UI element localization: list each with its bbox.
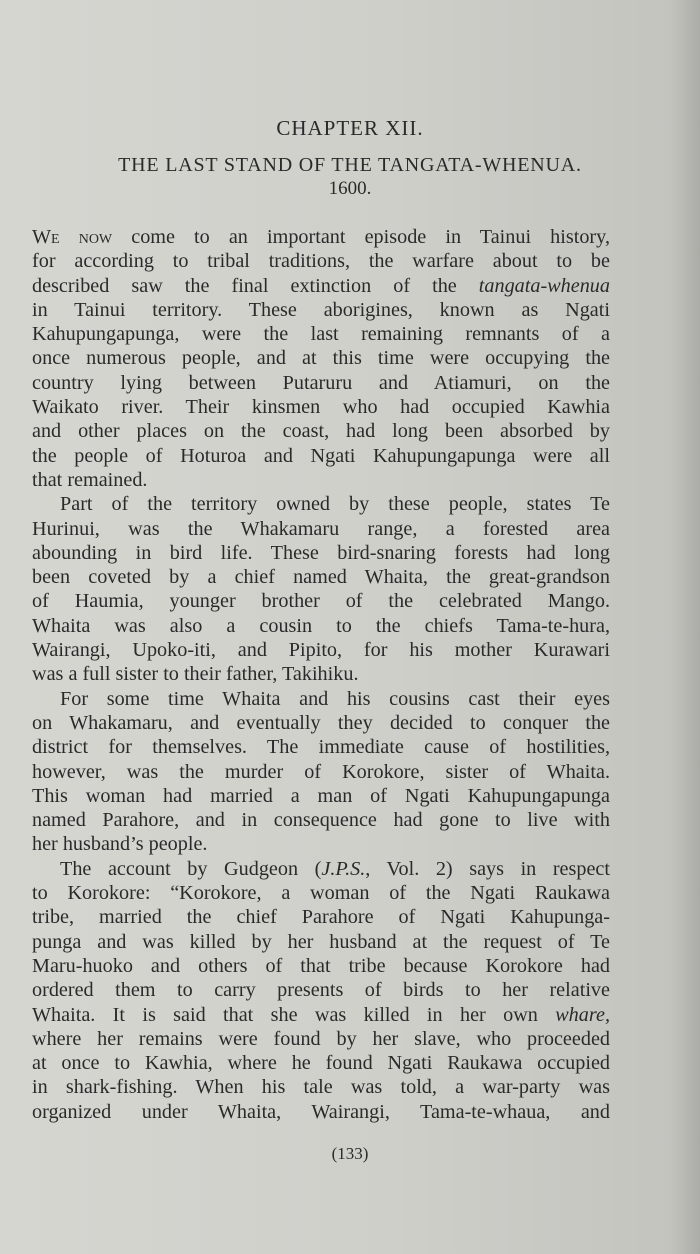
text-line bbox=[32, 905, 610, 929]
text-segment: been coveted by a chief named Whaita, the great-grandson bbox=[32, 566, 610, 589]
text-line bbox=[32, 468, 610, 492]
text-line bbox=[32, 1051, 610, 1075]
text-segment: in shark-fishing. When his tale was told, a war-party was bbox=[32, 1076, 610, 1099]
text-segment: Whaita was also a cousin to the chiefs Tama-te-hura, bbox=[32, 614, 610, 637]
text-line bbox=[32, 978, 610, 1002]
chapter-year: 1600. bbox=[328, 178, 372, 199]
text-segment: once numerous people, and at this time were occupying the bbox=[32, 347, 610, 370]
text-line bbox=[32, 1100, 610, 1124]
text-line bbox=[32, 711, 610, 735]
text-segment: organized under Whaita, Wairangi, Tama-te-whaua, and bbox=[32, 1100, 610, 1123]
text-segment: The account by Gudgeon ( bbox=[60, 857, 322, 880]
text-segment: described saw the final extinction of the bbox=[32, 274, 479, 297]
text-line bbox=[32, 541, 610, 565]
chapter-title: THE LAST STAND OF THE TANGATA-WHENUA. bbox=[118, 154, 582, 176]
text-segment: in Tainui territory. These aborigines, known as Ngati bbox=[32, 298, 610, 321]
text-line bbox=[32, 857, 610, 881]
text-line bbox=[32, 1003, 610, 1027]
text-line bbox=[32, 832, 610, 856]
text-line bbox=[32, 638, 610, 662]
text-segment: Hurinui, was the Whakamaru range, a forested area bbox=[32, 517, 610, 540]
text-segment: ordered them to carry presents of birds to her relative bbox=[32, 979, 610, 1002]
text-segment: that remained. bbox=[32, 468, 148, 491]
text-segment: on Whakamaru, and eventually they decided to conquer the bbox=[32, 711, 610, 734]
text-line bbox=[32, 808, 610, 832]
text-segment: district for themselves. The immediate cause of hostilities, bbox=[32, 736, 610, 759]
text-line bbox=[32, 784, 610, 808]
text-line bbox=[32, 517, 610, 541]
text-segment: was a full sister to their father, Takihiku. bbox=[32, 663, 359, 686]
text-line bbox=[32, 930, 610, 954]
text-segment: Maru-huoko and others of that tribe because Korokore had bbox=[32, 954, 610, 977]
text-line bbox=[32, 492, 610, 516]
text-segment: and other places on the coast, had long been absorbed by bbox=[32, 420, 610, 443]
text-segment: country lying between Putaruru and Atiamuri, on the bbox=[32, 371, 610, 394]
text-line bbox=[32, 1027, 610, 1051]
text-line bbox=[32, 249, 610, 273]
text-segment: where her remains were found by her slave, who proceeded bbox=[32, 1027, 610, 1050]
text-line bbox=[32, 760, 610, 784]
text-segment: come to an important episode in Tainui history, bbox=[112, 226, 610, 248]
text-segment: the people of Hoturoa and Ngati Kahupungapunga were all bbox=[32, 444, 610, 467]
text-segment: abounding in bird life. These bird-snaring forests had long bbox=[32, 541, 610, 564]
text-segment: tangata-whenua bbox=[478, 274, 610, 297]
text-segment: to Korokore: “Korokore, a woman of the Ngati Raukawa bbox=[32, 882, 610, 905]
text-segment: We now bbox=[32, 226, 113, 248]
text-segment: Whaita. It is said that she was killed in her own bbox=[32, 1003, 556, 1026]
text-segment: Part of the territory owned by these people, states Te bbox=[60, 493, 610, 516]
text-segment: however, was the murder of Korokore, sister of Whaita. bbox=[32, 760, 610, 783]
text-segment: Kahupungapunga, were the last remaining remnants of a bbox=[32, 323, 610, 346]
text-segment: J.P.S. bbox=[321, 857, 366, 880]
text-line bbox=[32, 1075, 610, 1099]
text-segment: Wairangi, Upoko-iti, and Pipito, for his mother Kurawari bbox=[32, 639, 610, 662]
text-line bbox=[32, 225, 610, 249]
page-number: (133) bbox=[331, 1144, 369, 1163]
text-line bbox=[32, 589, 610, 613]
text-line bbox=[32, 687, 610, 711]
text-line bbox=[32, 662, 610, 686]
text-line bbox=[32, 346, 610, 370]
text-line bbox=[32, 954, 610, 978]
text-line bbox=[32, 298, 610, 322]
text-line bbox=[32, 614, 610, 638]
text-segment: This woman had married a man of Ngati Kahupungapunga bbox=[32, 784, 610, 807]
text-segment: named Parahore, and in consequence had gone to live with bbox=[32, 809, 610, 832]
body-text bbox=[32, 225, 610, 1124]
text-segment: whare, bbox=[555, 1003, 610, 1026]
text-segment: at once to Kawhia, where he found Ngati Raukawa occupied bbox=[32, 1052, 610, 1075]
chapter-label: CHAPTER XII. bbox=[276, 116, 424, 140]
text-line bbox=[32, 419, 610, 443]
text-segment: , Vol. 2) says in respect bbox=[365, 857, 610, 880]
text-line bbox=[32, 565, 610, 589]
text-line bbox=[32, 395, 610, 419]
text-segment: For some time Whaita and his cousins cast their eyes bbox=[60, 687, 610, 710]
text-segment: her husband’s people. bbox=[32, 833, 208, 856]
text-segment: tribe, married the chief Parahore of Ngati Kahupunga- bbox=[32, 906, 610, 929]
text-segment: punga and was killed by her husband at the request of Te bbox=[32, 930, 610, 953]
text-line bbox=[32, 881, 610, 905]
text-line bbox=[32, 274, 610, 298]
text-line bbox=[32, 322, 610, 346]
text-segment: of Haumia, younger brother of the celebrated Mango. bbox=[32, 590, 610, 613]
text-segment: for according to tribal traditions, the warfare about to be bbox=[32, 250, 610, 273]
text-line bbox=[32, 444, 610, 468]
text-line bbox=[32, 735, 610, 759]
text-line bbox=[32, 371, 610, 395]
text-segment: Waikato river. Their kinsmen who had occupied Kawhia bbox=[32, 396, 610, 419]
